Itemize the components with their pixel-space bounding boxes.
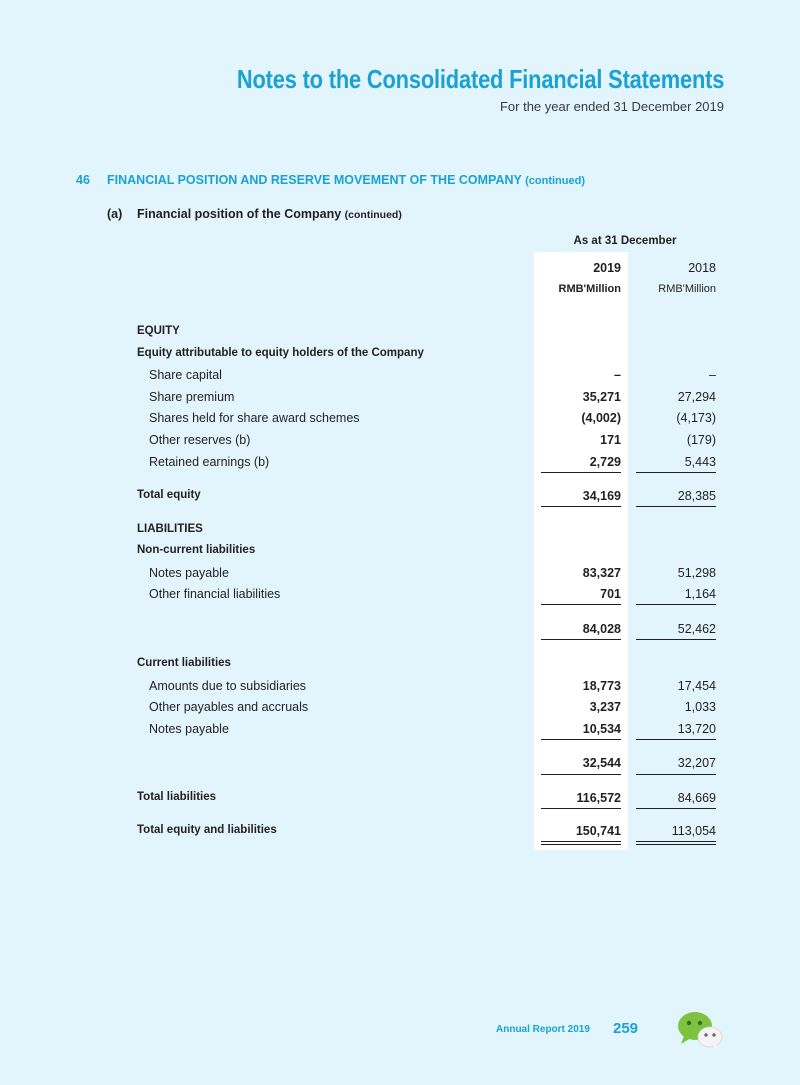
total-rule (541, 808, 621, 809)
row-notes-payable-noncurrent (0, 566, 800, 584)
row-equity-attributable-heading (0, 347, 800, 365)
value-2018: 1,164 (684, 587, 716, 601)
value-2018: 13,720 (677, 722, 716, 736)
row-other-financial-liabilities (0, 587, 800, 605)
subtotal-rule (636, 604, 716, 605)
row-label: Retained earnings (b) (149, 455, 270, 469)
total-rule (636, 506, 716, 507)
row-liabilities-heading (0, 523, 800, 541)
year-header-2018: 2018 (688, 261, 716, 275)
row-equity-heading (0, 325, 800, 343)
row-label: Non-current liabilities (137, 544, 256, 556)
page-title: Notes to the Consolidated Financial Statements (236, 64, 724, 94)
subsection-title: Financial position of the Company (137, 207, 342, 221)
row-label: LIABILITIES (137, 523, 203, 535)
subtotal-rule (636, 739, 716, 740)
row-total-equity-and-liabilities (0, 824, 800, 842)
value-2018: – (709, 368, 716, 382)
row-label: Other payables and accruals (149, 700, 309, 714)
footer-report-label: Annual Report 2019 (496, 1024, 590, 1035)
unit-header-2019: RMB'Million (558, 283, 621, 295)
subtotal-rule (636, 774, 716, 775)
value-2019: 3,237 (589, 700, 621, 714)
section-continued: (continued) (525, 175, 585, 187)
row-current-heading (0, 657, 800, 675)
row-label: Total liabilities (137, 791, 217, 803)
total-rule (636, 808, 716, 809)
subtotal-rule (541, 639, 621, 640)
value-2018: 5,443 (684, 455, 716, 469)
value-2019: 171 (600, 433, 621, 447)
subsection-heading (107, 207, 402, 221)
year-header-2019: 2019 (593, 261, 621, 275)
unit-header-2018: RMB'Million (658, 283, 716, 295)
double-rule-bottom (636, 844, 716, 845)
row-label: EQUITY (137, 325, 180, 337)
row-amounts-due-subsidiaries (0, 679, 800, 697)
row-share-premium (0, 390, 800, 408)
row-label: Current liabilities (137, 657, 231, 669)
row-notes-payable-current (0, 722, 800, 740)
row-label: Amounts due to subsidiaries (149, 679, 307, 693)
row-label: Other financial liabilities (149, 587, 281, 601)
value-2018: 52,462 (677, 622, 716, 636)
value-2019: 34,169 (582, 489, 621, 503)
row-shares-held-award (0, 411, 800, 429)
section-number: 46 (76, 173, 90, 187)
row-share-capital (0, 368, 800, 386)
subtotal-rule (541, 472, 621, 473)
value-2018: 1,033 (684, 700, 716, 714)
row-label: Share premium (149, 390, 235, 404)
value-2019: – (614, 368, 621, 382)
value-2018: 17,454 (677, 679, 716, 693)
row-retained-earnings (0, 455, 800, 473)
page-subtitle: For the year ended 31 December 2019 (499, 99, 724, 114)
row-total-liabilities (0, 791, 800, 809)
subtotal-rule (636, 639, 716, 640)
row-label: Equity attributable to equity holders of the Company (137, 347, 424, 359)
row-non-current-subtotal (0, 622, 800, 640)
value-2019: 35,271 (582, 390, 621, 404)
row-label: Total equity and liabilities (137, 824, 277, 836)
subtotal-rule (541, 739, 621, 740)
subtotal-rule (541, 774, 621, 775)
value-2019: 10,534 (582, 722, 621, 736)
row-label: Notes payable (149, 566, 229, 580)
double-rule-top (636, 841, 716, 842)
value-2018: 113,054 (671, 824, 716, 838)
value-2019: 116,572 (576, 791, 621, 805)
value-2019: 18,773 (582, 679, 621, 693)
double-rule-bottom (541, 844, 621, 845)
subsection-letter: (a) (107, 207, 123, 221)
section-heading (76, 173, 585, 187)
value-2018: 84,669 (677, 791, 716, 805)
value-2018: 51,298 (677, 566, 716, 580)
value-2019: 83,327 (582, 566, 621, 580)
row-label: Other reserves (b) (149, 433, 251, 447)
subsection-continued: (continued) (344, 209, 402, 221)
value-2019: (4,002) (581, 411, 621, 425)
row-label: Notes payable (149, 722, 229, 736)
row-label: Shares held for share award schemes (149, 411, 360, 425)
value-2018: (4,173) (676, 411, 716, 425)
value-2018: 28,385 (677, 489, 716, 503)
row-current-subtotal (0, 756, 800, 774)
value-2019: 701 (600, 587, 621, 601)
row-non-current-heading (0, 544, 800, 562)
value-2019: 32,544 (582, 756, 621, 770)
row-other-reserves (0, 433, 800, 451)
row-label: Total equity (137, 489, 201, 501)
total-rule (541, 506, 621, 507)
value-2019: 2,729 (589, 455, 621, 469)
double-rule-top (541, 841, 621, 842)
section-title: FINANCIAL POSITION AND RESERVE MOVEMENT OF THE COMPANY (107, 173, 522, 187)
value-2019: 150,741 (575, 824, 621, 838)
value-2018: 32,207 (677, 756, 716, 770)
value-2018: 27,294 (677, 390, 716, 404)
value-2019: 84,028 (582, 622, 621, 636)
period-header: As at 31 December (573, 235, 677, 247)
row-label: Share capital (149, 368, 222, 382)
page-number: 259 (613, 1020, 639, 1037)
wechat-logo-icon (676, 1008, 724, 1052)
row-total-equity (0, 489, 800, 507)
subtotal-rule (636, 472, 716, 473)
subtotal-rule (541, 604, 621, 605)
value-2018: (179) (686, 433, 716, 447)
row-other-payables (0, 700, 800, 718)
